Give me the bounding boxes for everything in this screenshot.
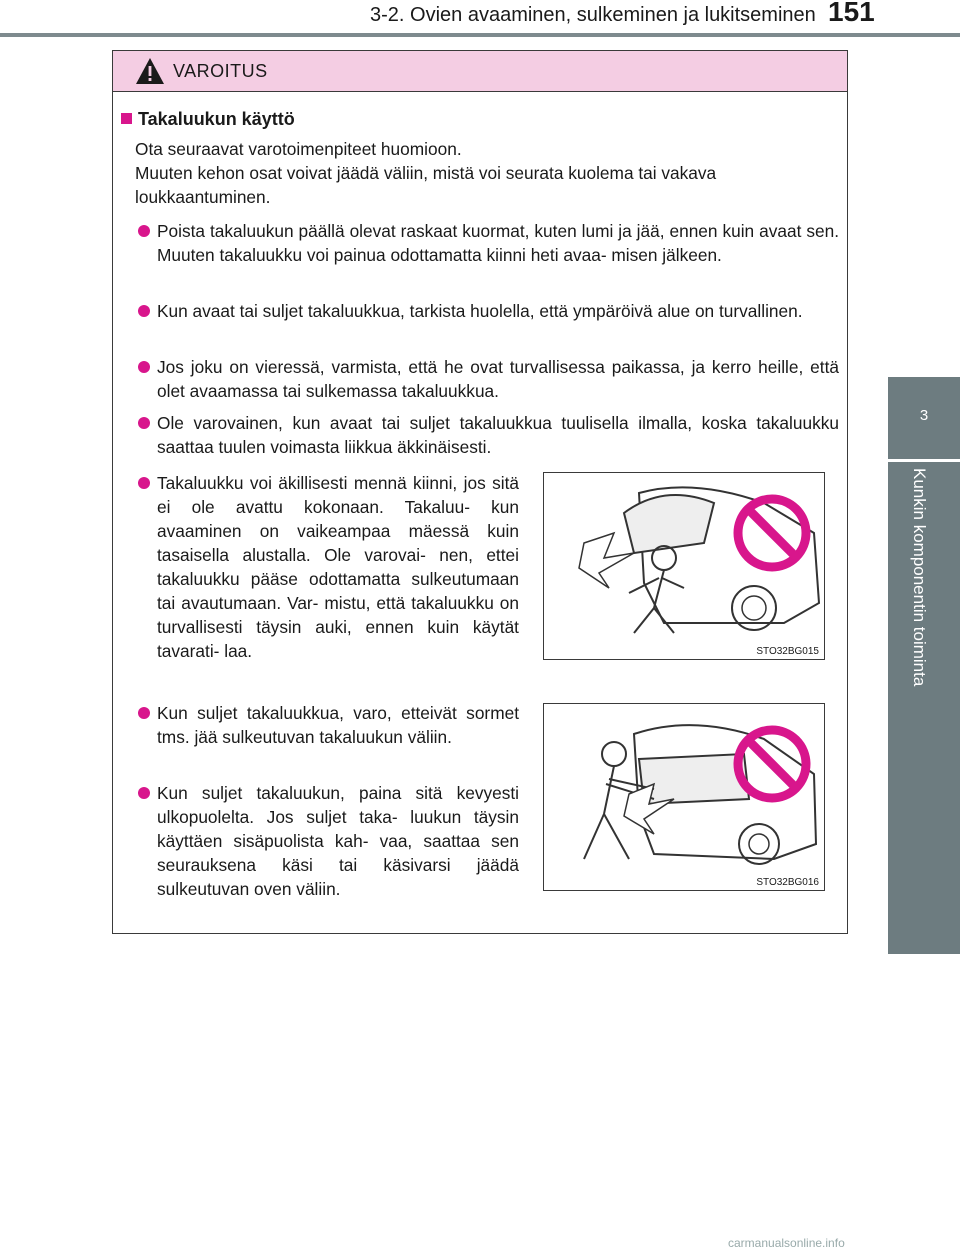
- intro-text: Ota seuraavat varotoimenpiteet huomioon. Muuten kehon osat voivat jäädä väliin, mistä voi seurata kuolema tai vakava loukkaantuminen.: [135, 139, 717, 207]
- bullet-text: Ole varovainen, kun avaat tai suljet takaluukkua tuulisella ilmalla, koska takaluukku saattaa tuulen voimasta liikkua äkkinäisesti.: [157, 413, 839, 457]
- page-number: 151: [828, 0, 875, 27]
- bullet-text: Kun avaat tai suljet takaluukkua, tarkista huolella, että ympäröivä alue on turvallinen.: [157, 301, 803, 321]
- warning-box: [112, 50, 848, 934]
- watermark: carmanualsonline.info: [728, 1236, 845, 1250]
- bullet-item: [157, 471, 519, 663]
- bullet-item: [157, 219, 839, 267]
- figure-code: STO32BG015: [756, 646, 819, 657]
- bullet-dot-icon: [138, 305, 150, 317]
- header-rule: [0, 33, 960, 37]
- section-title-text: Takaluukun käyttö: [138, 109, 295, 129]
- bullet-dot-icon: [138, 417, 150, 429]
- bullet-item: [157, 411, 839, 459]
- bullet-dot-icon: [138, 477, 150, 489]
- chapter-label: Kunkin komponentin toiminta: [910, 468, 929, 687]
- tailgate-closing-illustration: [544, 473, 824, 643]
- bullet-text: Kun suljet takaluukkua, varo, etteivät sormet tms. jää sulkeutuvan takaluukun väliin.: [157, 703, 519, 747]
- bullet-text: Jos joku on vieressä, varmista, että he ovat turvallisessa paikassa, ja kerro heille, että olet avaamassa tai sulkemassa takaluukkua.: [157, 357, 839, 401]
- chapter-tab: [888, 377, 960, 459]
- bullet-dot-icon: [138, 707, 150, 719]
- bullet-item: [157, 781, 519, 901]
- square-bullet-icon: [121, 113, 132, 124]
- bullet-dot-icon: [138, 225, 150, 237]
- fingers-caught-illustration: [544, 704, 824, 874]
- bullet-item: [157, 299, 839, 323]
- chapter-number: 3: [919, 407, 929, 424]
- warning-triangle-icon: [135, 57, 165, 85]
- bullet-item: [157, 355, 839, 403]
- figure-tailgate-closing: [543, 472, 825, 660]
- bullet-text: Poista takaluukun päällä olevat raskaat kuormat, kuten lumi ja jää, ennen kuin avaat sen. Muuten takaluukku voi painua odottamatta kiinni heti avaa- misen jälkeen.: [157, 221, 839, 265]
- warning-label: VAROITUS: [173, 61, 268, 81]
- figure-code: STO32BG016: [756, 877, 819, 888]
- figure-fingers-caught: [543, 703, 825, 891]
- header-section-title: 3-2. Ovien avaaminen, sulkeminen ja lukitseminen: [370, 4, 816, 26]
- warning-header: [113, 51, 847, 92]
- bullet-text: Takaluukku voi äkillisesti mennä kiinni, jos sitä ei ole avattu kokonaan. Takaluu- kun avaaminen on vaikeampaa mäessä kuin tasaisella alustalla. Ole varovai- nen, ettei takaluukku pääse odottamatta sulkeutumaan tai avautumaan. Var- mistu, että takaluukku on turvallisesti täysin auki, ennen kuin käytät tavarati- laa.: [157, 473, 519, 661]
- section-title: [121, 109, 295, 130]
- bullet-dot-icon: [138, 361, 150, 373]
- bullet-dot-icon: [138, 787, 150, 799]
- bullet-text: Kun suljet takaluukun, paina sitä kevyesti ulkopuolelta. Jos suljet taka- luukun täysin käyttäen sisäpuolista kah- vaa, saattaa sen seurauksena käsi tai käsivarsi jäädä sulkeutuvan oven väliin.: [157, 783, 519, 899]
- bullet-item: [157, 701, 519, 749]
